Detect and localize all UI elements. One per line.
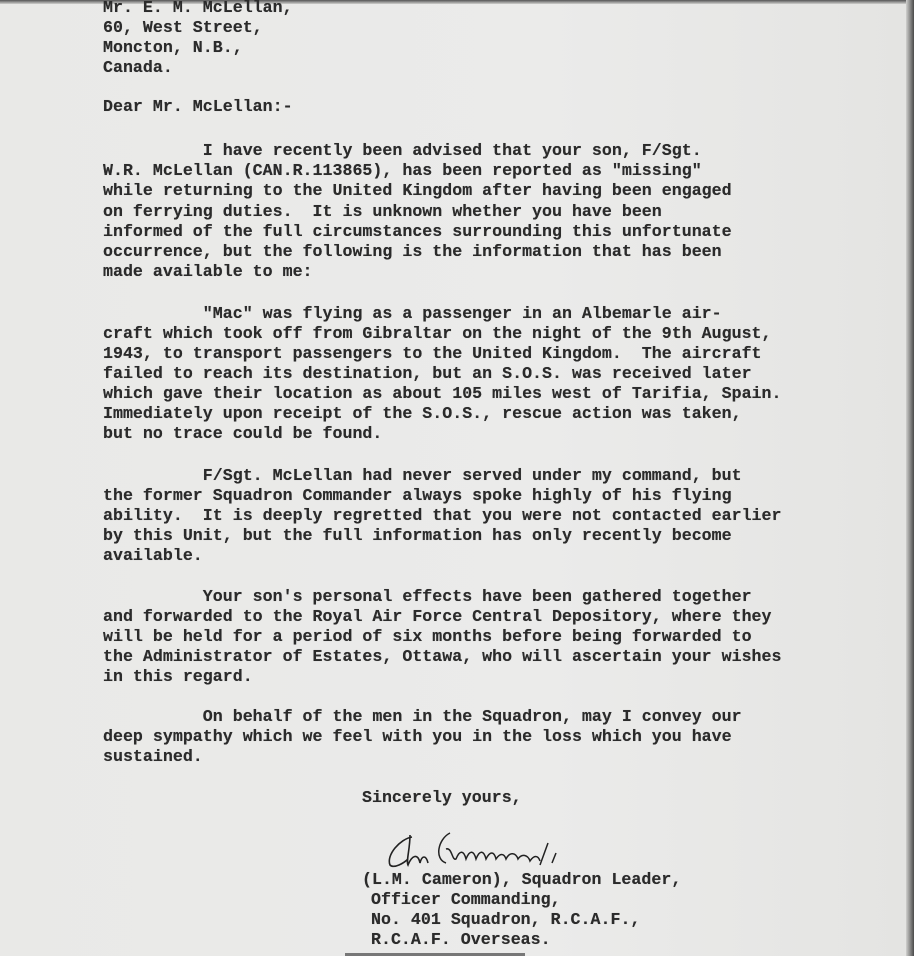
paragraph-line: On behalf of the men in the Squadron, may I convey our: [103, 707, 742, 726]
paragraph-line: sustained.: [103, 747, 203, 766]
paragraph-line: while returning to the United Kingdom after having been engaged: [103, 181, 732, 200]
handwritten-signature: [380, 825, 660, 875]
paragraph-line: I have recently been advised that your son, F/Sgt.: [103, 141, 702, 160]
paragraph-line: made available to me:: [103, 262, 313, 281]
paragraph-line: by this Unit, but the full information has only recently become: [103, 526, 732, 545]
paragraph-line: which gave their location as about 105 miles west of Tarifia, Spain.: [103, 384, 782, 403]
paragraph-line: will be held for a period of six months before being forwarded to: [103, 627, 752, 646]
paragraph-line: but no trace could be found.: [103, 424, 383, 443]
paragraph-line: failed to reach its destination, but an S.O.S. was received later: [103, 364, 752, 383]
paragraph-line: occurrence, but the following is the information that has been: [103, 242, 722, 261]
paragraph-line: and forwarded to the Royal Air Force Central Depository, where they: [103, 607, 772, 626]
signature-block-line: No. 401 Squadron, R.C.A.F.,: [371, 910, 641, 929]
paragraph-line: Immediately upon receipt of the S.O.S., rescue action was taken,: [103, 404, 742, 423]
paragraph-line: craft which took off from Gibraltar on the night of the 9th August,: [103, 324, 772, 343]
address-line: Moncton, N.B.,: [103, 38, 243, 57]
closing: Sincerely yours,: [362, 788, 522, 807]
paragraph-line: 1943, to transport passengers to the United Kingdom. The aircraft: [103, 344, 762, 363]
address-line: Mr. E. M. McLellan,: [103, 0, 293, 17]
paragraph-line: W.R. McLellan (CAN.R.113865), has been reported as "missing": [103, 161, 702, 180]
paragraph-line: deep sympathy which we feel with you in the loss which you have: [103, 727, 732, 746]
paragraph-line: informed of the full circumstances surrounding this unfortunate: [103, 222, 732, 241]
signature-block-line: R.C.A.F. Overseas.: [371, 930, 551, 949]
paragraph-line: in this regard.: [103, 667, 253, 686]
page-right-edge: [906, 0, 914, 956]
address-line: Canada.: [103, 58, 173, 77]
paragraph-line: available.: [103, 546, 203, 565]
salutation: Dear Mr. McLellan:-: [103, 97, 293, 116]
signature-block-line: (L.M. Cameron), Squadron Leader,: [362, 870, 682, 889]
address-line: 60, West Street,: [103, 18, 263, 37]
paragraph-line: Your son's personal effects have been gathered together: [103, 587, 752, 606]
paragraph-line: the Administrator of Estates, Ottawa, who will ascertain your wishes: [103, 647, 782, 666]
paragraph-line: on ferrying duties. It is unknown whether you have been: [103, 202, 662, 221]
paragraph-line: "Mac" was flying as a passenger in an Albemarle air-: [103, 304, 722, 323]
paragraph-line: ability. It is deeply regretted that you were not contacted earlier: [103, 506, 782, 525]
signature-block-line: Officer Commanding,: [371, 890, 561, 909]
paragraph-line: the former Squadron Commander always spoke highly of his flying: [103, 486, 732, 505]
paragraph-line: F/Sgt. McLellan had never served under my command, but: [103, 466, 742, 485]
